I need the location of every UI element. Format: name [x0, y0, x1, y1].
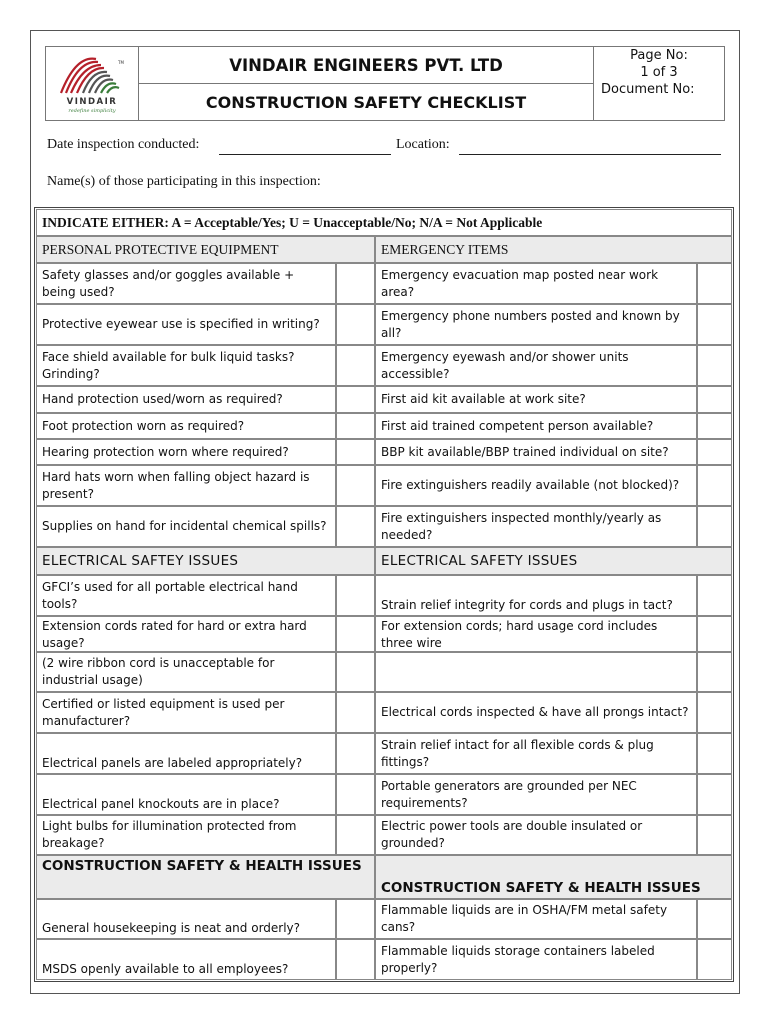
answer-box[interactable] [697, 616, 732, 652]
section-header-label: PERSONAL PROTECTIVE EQUIPMENT [42, 242, 279, 257]
section-header-emergency [375, 236, 732, 263]
company-name: VINDAIR ENGINEERS PVT. LTD [139, 47, 594, 84]
checklist-item-right: Electrical cords inspected & have all prongs intact? [375, 692, 697, 733]
checklist-item-left: Safety glasses and/or goggles available + being used? [36, 263, 336, 304]
checklist-item-right: BBP kit available/BBP trained individual on site? [375, 439, 697, 465]
checklist-item-right: First aid trained competent person available? [375, 413, 697, 439]
checklist-item-left: GFCI’s used for all portable electrical hand tools? [36, 575, 336, 616]
checklist-item-right: Emergency phone numbers posted and known by all? [375, 304, 697, 345]
answer-box[interactable] [336, 413, 375, 439]
checklist-item-left: Hard hats worn when falling object hazard is present? [36, 465, 336, 506]
section-header-electrical-left [36, 547, 375, 575]
document-title: CONSTRUCTION SAFETY CHECKLIST [139, 84, 594, 120]
answer-box[interactable] [336, 465, 375, 506]
section-header-electrical-right [375, 547, 732, 575]
checklist-item-right: Strain relief intact for all flexible cords & plug fittings? [375, 733, 697, 774]
section-header-ppe [36, 236, 375, 263]
page-number-label: Page No: [630, 48, 688, 63]
checklist-item-right: Emergency eyewash and/or shower units accessible? [375, 345, 697, 386]
checklist-item-left: Face shield available for bulk liquid tasks? Grinding? [36, 345, 336, 386]
answer-box[interactable] [336, 386, 375, 413]
legend-text: INDICATE EITHER: A = Acceptable/Yes; U = Unacceptable/No; N/A = Not Applicable [42, 215, 543, 230]
answer-box[interactable] [336, 774, 375, 815]
logo-tagline: redefine simplicity [68, 108, 116, 114]
checklist-item-left: Electrical panel knockouts are in place? [36, 774, 336, 815]
checklist-item-right: Emergency evacuation map posted near work area? [375, 263, 697, 304]
answer-box[interactable] [336, 616, 375, 652]
participants-label: Name(s) of those participating in this inspection: [47, 174, 321, 189]
checklist-item-right: Flammable liquids storage containers labeled properly? [375, 939, 697, 980]
answer-box[interactable] [697, 345, 732, 386]
checklist-item-right: First aid kit available at work site? [375, 386, 697, 413]
checklist-item-right: Electric power tools are double insulated or grounded? [375, 815, 697, 855]
answer-box[interactable] [697, 506, 732, 547]
logo-cell [46, 47, 139, 120]
section-header-label: ELECTRICAL SAFTEY ISSUES [42, 552, 239, 569]
checklist-item-left: Protective eyewear use is specified in writing? [36, 304, 336, 345]
answer-box[interactable] [697, 439, 732, 465]
answer-box[interactable] [336, 939, 375, 980]
checklist-item-left: Certified or listed equipment is used per manufacturer? [36, 692, 336, 733]
date-field[interactable] [219, 154, 391, 155]
answer-box[interactable] [697, 263, 732, 304]
answer-box[interactable] [697, 575, 732, 616]
checklist-item-right [375, 652, 697, 692]
section-header-label: CONSTRUCTION SAFETY & HEALTH ISSUES [381, 880, 701, 896]
checklist-item-left: (2 wire ribbon cord is unacceptable for industrial usage) [36, 652, 336, 692]
answer-box[interactable] [336, 304, 375, 345]
document-number-label: Document No: [601, 82, 695, 97]
trademark-mark: TM [118, 60, 124, 65]
answer-box[interactable] [697, 733, 732, 774]
answer-box[interactable] [697, 304, 732, 345]
checklist-item-left: Supplies on hand for incidental chemical spills? [36, 506, 336, 547]
checklist-item-right: Portable generators are grounded per NEC requirements? [375, 774, 697, 815]
checklist-item-left: Light bulbs for illumination protected from breakage? [36, 815, 336, 855]
date-label: Date inspection conducted: [47, 137, 200, 152]
answer-box[interactable] [336, 439, 375, 465]
answer-box[interactable] [336, 575, 375, 616]
answer-box[interactable] [697, 652, 732, 692]
checklist-item-left: General housekeeping is neat and orderly? [36, 899, 336, 939]
answer-box[interactable] [697, 386, 732, 413]
page-number-value: 1 of 3 [640, 65, 678, 80]
document-meta [594, 47, 724, 120]
document-header [45, 46, 725, 121]
logo-brand-text: VINDAIR [66, 97, 118, 107]
checklist-item-right: Fire extinguishers readily available (not blocked)? [375, 465, 697, 506]
checklist-item-left: Hearing protection worn where required? [36, 439, 336, 465]
answer-box[interactable] [336, 733, 375, 774]
section-header-label: CONSTRUCTION SAFETY & HEALTH ISSUES [42, 858, 362, 874]
checklist-item-right: For extension cords; hard usage cord includes three wire [375, 616, 697, 652]
answer-box[interactable] [697, 692, 732, 733]
section-header-construction-left [36, 855, 375, 899]
legend-row [36, 209, 732, 236]
checklist-item-left: Extension cords rated for hard or extra hard usage? [36, 616, 336, 652]
checklist-item-right: Strain relief integrity for cords and plugs in tact? [375, 575, 697, 616]
answer-box[interactable] [336, 652, 375, 692]
answer-box[interactable] [697, 465, 732, 506]
section-header-label: ELECTRICAL SAFETY ISSUES [381, 552, 578, 569]
checklist-item-left: Electrical panels are labeled appropriately? [36, 733, 336, 774]
answer-box[interactable] [336, 815, 375, 855]
answer-box[interactable] [336, 345, 375, 386]
checklist-item-left: MSDS openly available to all employees? [36, 939, 336, 980]
checklist-item-left: Hand protection used/worn as required? [36, 386, 336, 413]
answer-box[interactable] [336, 263, 375, 304]
answer-box[interactable] [697, 815, 732, 855]
section-header-label: EMERGENCY ITEMS [381, 242, 509, 257]
answer-box[interactable] [336, 692, 375, 733]
answer-box[interactable] [697, 774, 732, 815]
checklist-item-right: Flammable liquids are in OSHA/FM metal safety cans? [375, 899, 697, 939]
section-header-construction-right [375, 855, 732, 899]
answer-box[interactable] [697, 899, 732, 939]
location-field[interactable] [459, 154, 721, 155]
company-logo [46, 47, 139, 120]
answer-box[interactable] [697, 413, 732, 439]
checklist-item-right: Fire extinguishers inspected monthly/yearly as needed? [375, 506, 697, 547]
answer-box[interactable] [336, 899, 375, 939]
answer-box[interactable] [336, 506, 375, 547]
location-label: Location: [396, 137, 450, 152]
checklist-item-left: Foot protection worn as required? [36, 413, 336, 439]
answer-box[interactable] [697, 939, 732, 980]
